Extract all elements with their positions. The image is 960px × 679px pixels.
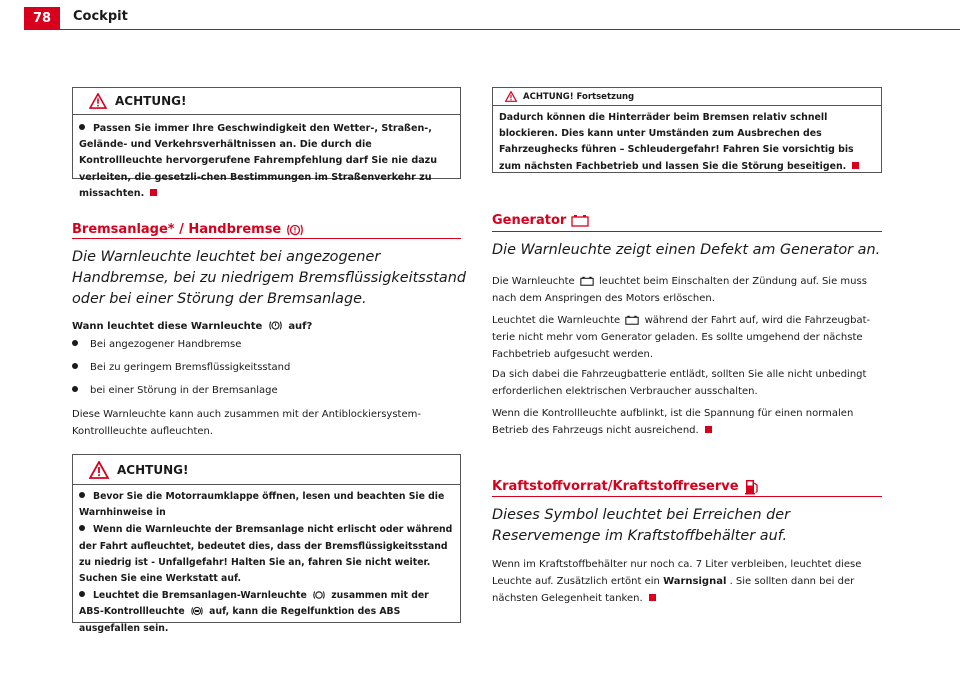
warning-header bbox=[493, 88, 881, 106]
warning-box-brake bbox=[72, 454, 461, 634]
warning-item: auf, kann die Regelfunktion des ABS ausgefallen sein. bbox=[79, 606, 401, 634]
warning-header bbox=[73, 455, 460, 485]
warning-text: Dadurch können die Hinterräder beim Bremsen relativ schnell blockieren. Dies kann unter Umständen zum Ausbrechen des Fahrzeughecks führen – Schleudergefahr! Fahren Sie vorsichtig bis zum nächsten Fachbetrieb und lassen Sie die Störung beseitigen. bbox=[499, 112, 854, 172]
generator-p4: Wenn die Kontrollleuchte aufblinkt, ist die Spannung für einen normalen Betrieb des Fahrzeugs nicht ausreichend. bbox=[492, 408, 854, 436]
page-title: Cockpit bbox=[73, 9, 128, 24]
warning-triangle-icon bbox=[505, 91, 517, 102]
section-title-brake bbox=[72, 222, 304, 237]
bullet bbox=[79, 124, 85, 130]
brake-lead: Die Warnleuchte leuchtet bei angezogener Handbremse, bei zu niedrigem Bremsflüssigkeitsstand oder bei einer Störung der Bremsanlage. bbox=[72, 249, 466, 307]
brake-question bbox=[72, 318, 461, 335]
end-mark bbox=[150, 189, 157, 196]
warning-box-speed bbox=[72, 87, 461, 199]
section-title-generator bbox=[492, 213, 589, 228]
brake-warning-icon bbox=[268, 320, 283, 331]
warning-triangle-icon bbox=[89, 461, 109, 479]
section-title-text: Bremsanlage* / Handbremse bbox=[72, 222, 282, 237]
generator-p2: Leuchtet die Warnleuchte während der Fahrt auf, wird die Fahrzeugbat-terie nicht mehr vom Generator geladen. Es sollte umgehend der nächste Fachbetrieb aufgesucht werden. bbox=[492, 315, 871, 360]
page-header bbox=[0, 0, 960, 30]
battery-icon bbox=[580, 276, 594, 286]
warning-item: zusammen mit der ABS-Kontrollleuchte bbox=[79, 590, 429, 618]
generator-p3: Da sich dabei die Fahrzeugbatterie entlädt, sollten Sie alle nicht unbedingt erforderlichen elektrischen Verbraucher ausschalten. bbox=[492, 369, 867, 397]
list-item: Bei angezogener Handbremse bbox=[72, 338, 241, 352]
warning-item: Leuchtet die Bremsanlagen-Warnleuchte bbox=[93, 590, 307, 602]
abs-icon bbox=[190, 606, 204, 616]
fuel-pump-icon bbox=[744, 477, 760, 495]
warning-text: Passen Sie immer Ihre Geschwindigkeit den Wetter-, Straßen-, Gelände- und Verkehrsverhältnissen an. Die durch die Kontrollleuchte hervorgerufene Fahrempfehlung darf Sie nie dazu verleiten, die gesetzli-chen Bestimmungen im Straßenverkehr zu missachten. bbox=[79, 123, 438, 199]
warning-item: Bevor Sie die Motorraumklappe öffnen, lesen und beachten Sie die Warnhinweise in bbox=[79, 491, 445, 519]
brake-warning-icon bbox=[286, 223, 304, 237]
warning-body bbox=[493, 106, 881, 182]
battery-icon bbox=[625, 315, 639, 325]
battery-icon bbox=[571, 214, 589, 227]
brake-warning-icon bbox=[312, 590, 326, 600]
warning-title: ACHTUNG! bbox=[115, 94, 187, 108]
generator-lead: Die Warnleuchte zeigt einen Defekt am Generator an. bbox=[492, 242, 881, 258]
header-rule bbox=[24, 29, 960, 30]
end-mark bbox=[852, 162, 859, 169]
section-rule bbox=[72, 238, 461, 239]
fuel-p1: Wenn im Kraftstoffbehälter nur noch ca. 7 Liter verbleiben, leuchtet diese Leuchte auf. Zusätzlich ertönt ein Warnsignal . Sie sollten dann bei der nächsten Gelegenheit tanken. bbox=[492, 559, 862, 604]
brake-note: Diese Warnleuchte kann auch zusammen mit der Antiblockiersystem-Kontrollleuchte aufleuchten. bbox=[72, 409, 421, 437]
section-title-fuel bbox=[492, 477, 760, 495]
warning-body bbox=[73, 115, 460, 209]
warning-header bbox=[73, 88, 460, 115]
question-text-end: auf? bbox=[288, 321, 313, 332]
warning-title: ACHTUNG! bbox=[117, 462, 189, 477]
list-item: Bei zu geringem Bremsflüssigkeitsstand bbox=[72, 361, 290, 375]
warning-title: ACHTUNG! Fortsetzung bbox=[523, 91, 635, 102]
end-mark bbox=[649, 594, 656, 601]
warning-triangle-icon bbox=[89, 93, 107, 109]
warning-box-continued bbox=[492, 87, 882, 173]
generator-p1: Die Warnleuchte leuchtet beim Einschalten der Zündung auf. Sie muss nach dem Anspringen des Motors erlöschen. bbox=[492, 276, 867, 304]
section-title-text: Generator bbox=[492, 213, 567, 228]
warning-body bbox=[73, 485, 460, 644]
section-title-text: Kraftstoffvorrat/Kraftstoffreserve bbox=[492, 478, 739, 494]
section-rule bbox=[492, 231, 882, 232]
section-rule bbox=[492, 496, 882, 497]
end-mark bbox=[705, 426, 712, 433]
page-number: 78 bbox=[24, 7, 60, 30]
list-item: bei einer Störung in der Bremsanlage bbox=[72, 384, 278, 398]
fuel-lead: Dieses Symbol leuchtet bei Erreichen der Reservemenge im Kraftstoffbehälter auf. bbox=[492, 507, 791, 544]
warning-item: Wenn die Warnleuchte der Bremsanlage nicht erlischt oder während der Fahrt aufleuchtet, bedeutet dies, dass der Bremsflüssigkeitsstand zu niedrig ist - Unfallgefahr! Halten Sie an, fahren Sie nicht weiter. Suchen Sie eine Werkstatt auf. bbox=[79, 524, 453, 585]
question-text: Wann leuchtet diese Warnleuchte bbox=[72, 321, 263, 332]
